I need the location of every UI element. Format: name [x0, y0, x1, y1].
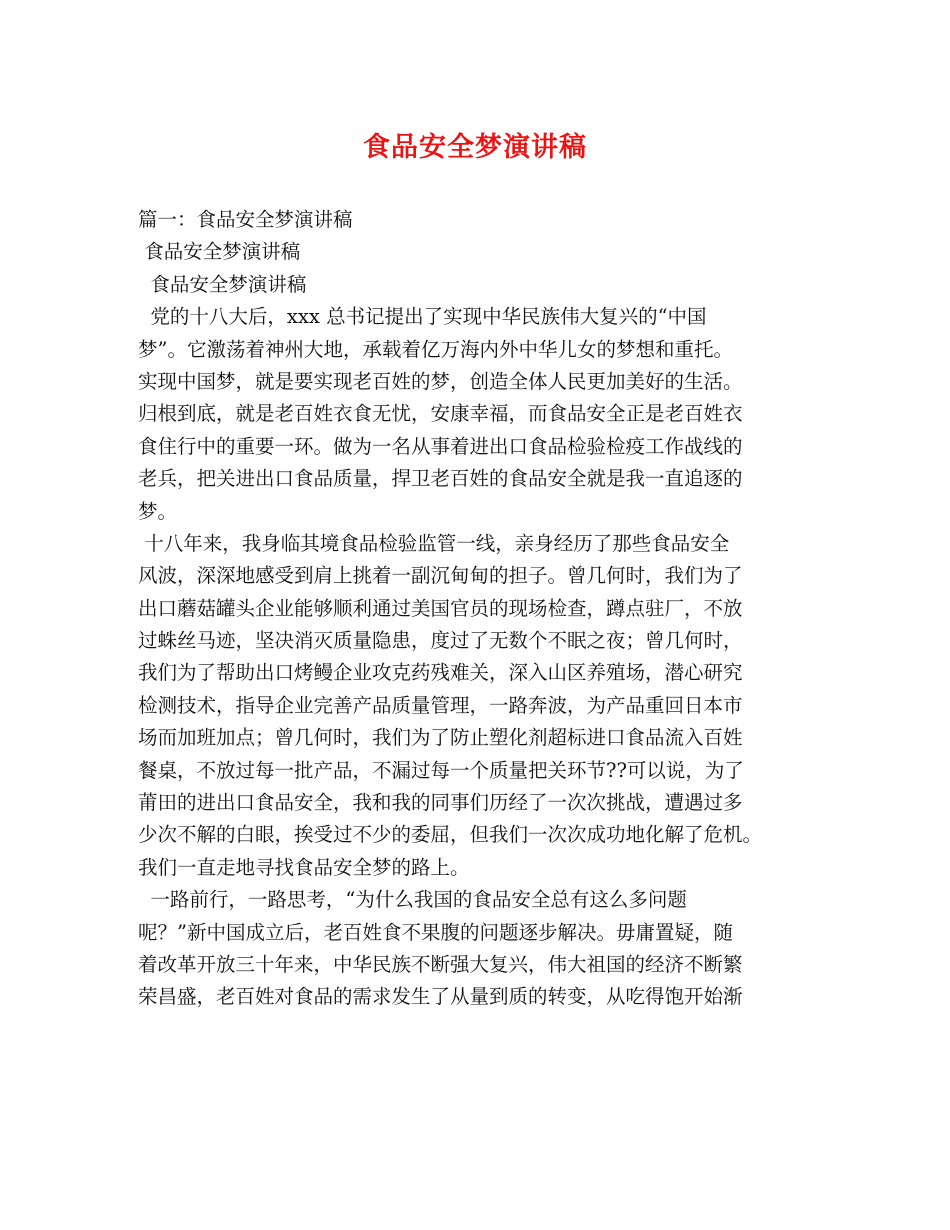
paragraph-line: 出口蘑菇罐头企业能够顺利通过美国官员的现场检查，蹲点驻厂，不放: [138, 596, 743, 620]
paragraph-line: 我们为了帮助出口烤鳗企业攻克药残难关，深入山区养殖场，潜心研究: [138, 661, 743, 685]
paragraph-line: 呢？”新中国成立后，老百姓食不果腹的问题逐步解决。毋庸置疑，随: [138, 920, 733, 944]
document-body: [138, 204, 838, 1014]
document-title: 食品安全梦演讲稿: [363, 132, 587, 163]
paragraph-line: 老兵，把关进出口食品质量，捍卫老百姓的食品安全就是我一直追逐的: [138, 467, 743, 491]
paragraph-line: 食品安全梦演讲稿: [138, 272, 307, 296]
paragraph-line: 梦。: [138, 499, 178, 523]
paragraph-line: 着改革开放三十年来，中华民族不断强大复兴，伟大祖国的经济不断繁: [138, 952, 743, 976]
paragraph-line: 我们一直走地寻找食品安全梦的路上。: [138, 855, 470, 879]
paragraph-line: 餐桌，不放过每一批产品，不漏过每一个质量把关环节??可以说，为了: [138, 758, 744, 782]
paragraph-line: 党的十八大后，xxx 总书记提出了实现中华民族伟大复兴的“中国: [138, 305, 707, 329]
paragraph-line: 莆田的进出口食品安全，我和我的同事们历经了一次次挑战，遭遇过多: [138, 791, 743, 815]
paragraph-line: 梦”。它激荡着神州大地，承载着亿万海内外中华儿女的梦想和重托。: [138, 337, 733, 361]
paragraph-line: 十八年来，我身临其境食品检验监管一线，亲身经历了那些食品安全: [138, 531, 730, 555]
paragraph-line: 场而加班加点；曾几何时，我们为了防止塑化剂超标进口食品流入百姓: [138, 726, 743, 750]
paragraph-line: 风波，深深地感受到肩上挑着一副沉甸甸的担子。曾几何时，我们为了: [138, 564, 743, 588]
paragraph-line: 过蛛丝马迹，坚决消灭质量隐患，度过了无数个不眠之夜；曾几何时，: [138, 629, 743, 653]
paragraph-line: 篇一：食品安全梦演讲稿: [138, 208, 353, 231]
paragraph-line: 食住行中的重要一环。做为一名从事着进出口食品检验检疫工作战线的: [138, 434, 743, 458]
paragraph-line: 检测技术，指导企业完善产品质量管理，一路奔波，为产品重回日本市: [138, 693, 743, 717]
paragraph-line: 实现中国梦，就是要实现老百姓的梦，创造全体人民更加美好的生活。: [138, 369, 743, 393]
paragraph-line: 归根到底，就是老百姓衣食无忧，安康幸福，而食品安全正是老百姓衣: [138, 402, 743, 426]
paragraph-line: 少次不解的白眼，挨受过不少的委屈，但我们一次次成功地化解了危机。: [138, 823, 763, 847]
paragraph-line: 食品安全梦演讲稿: [138, 240, 301, 264]
paragraph-line: 荣昌盛，老百姓对食品的需求发生了从量到质的转变，从吃得饱开始渐: [138, 985, 743, 1009]
paragraph-line: 一路前行，一路思考，“为什么我国的食品安全总有这么多问题: [138, 888, 687, 912]
